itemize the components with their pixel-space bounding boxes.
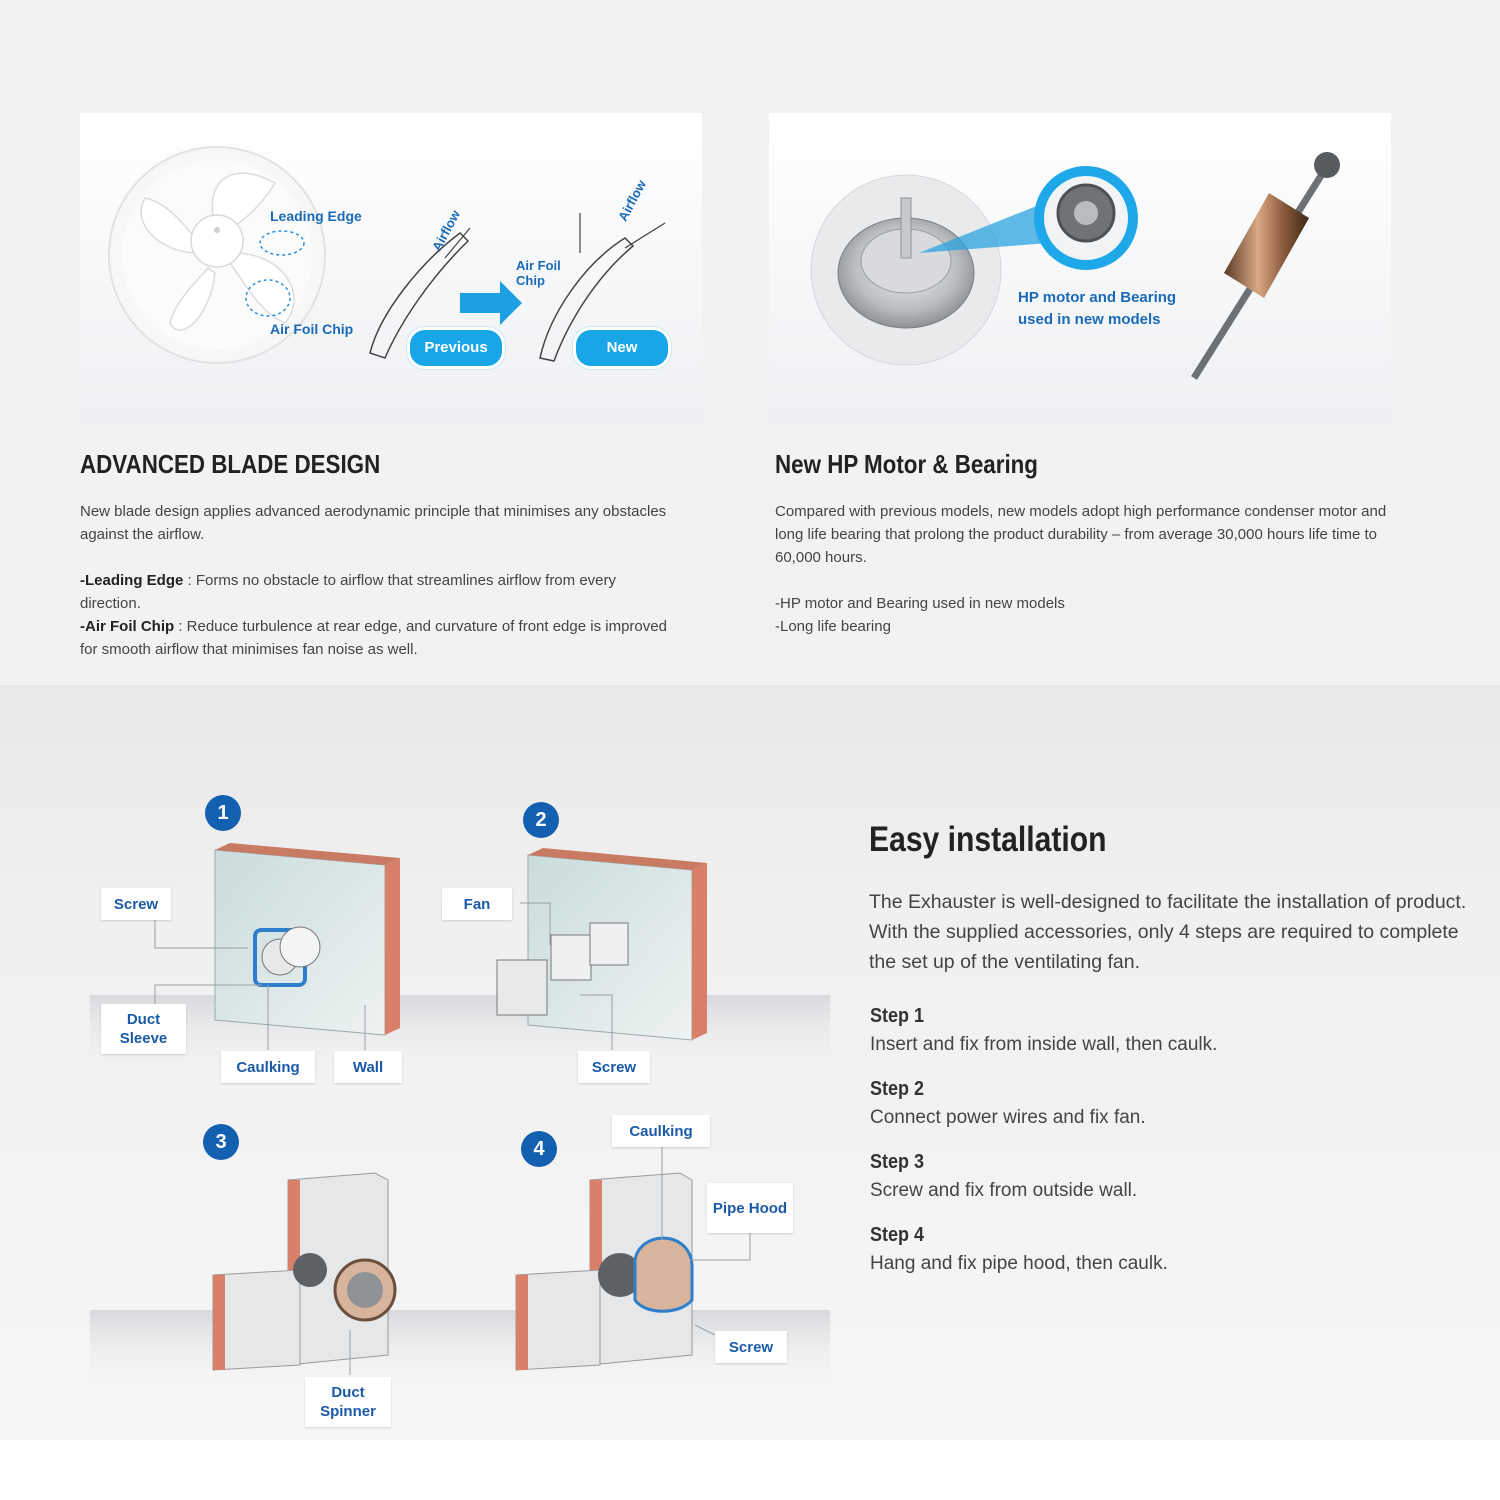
label-screw-2: Screw: [578, 1051, 650, 1083]
motor-heading: New HP Motor & Bearing: [775, 449, 1038, 479]
air-foil-chip-label: Air Foil Chip: [270, 321, 354, 337]
step-1-description: Insert and fix from inside wall, then caulk.: [870, 1034, 1218, 1055]
motor-bullet-1: -HP motor and Bearing used in new models: [775, 595, 1065, 612]
label-wall: Wall: [334, 1051, 402, 1083]
install-intro: The Exhauster is well-designed to facilitate the installation of product. With the supplied accessories, only 4 steps are required to complete the set up of the ventilating fan.: [869, 891, 1467, 973]
step-number-2: 2: [523, 802, 559, 838]
label-caulking: Caulking: [221, 1051, 315, 1083]
comparison-arrow: [460, 281, 522, 325]
leading-edge-term: -Leading Edge: [80, 572, 184, 589]
step-2-description: Connect power wires and fix fan.: [870, 1107, 1146, 1128]
air-foil-chip-term: -Air Foil Chip: [80, 618, 175, 635]
step-4-description: Hang and fix pipe hood, then caulk.: [870, 1253, 1168, 1274]
motor-diagram-panel: [769, 113, 1391, 425]
step-number-1: 1: [205, 795, 241, 831]
blade-diagram-panel: [80, 113, 702, 425]
blade-description: [80, 500, 680, 661]
airflow-label-new: Airflow: [615, 177, 649, 224]
air-foil-chip-description: [80, 615, 680, 661]
step-2-title: Step 2: [870, 1078, 925, 1100]
blade-diagram: [80, 113, 702, 425]
step-1: [870, 1005, 1470, 1056]
step-2: [870, 1078, 1470, 1129]
installation-diagram: [0, 685, 840, 1440]
label-screw-3: Screw: [715, 1331, 787, 1363]
label-duct-sleeve: Duct Sleeve: [101, 1004, 186, 1054]
label-pipe-hood: Pipe Hood: [707, 1183, 793, 1233]
blade-heading: ADVANCED BLADE DESIGN: [80, 449, 381, 479]
previous-badge: Previous: [407, 327, 505, 369]
features-section: [0, 0, 1500, 685]
blade-intro: New blade design applies advanced aerodynamic principle that minimises any obstacles against the airflow.: [80, 503, 667, 543]
step-1-title: Step 1: [870, 1005, 925, 1027]
step-3: [870, 1151, 1470, 1202]
label-screw: Screw: [101, 888, 171, 920]
step-3-title: Step 3: [870, 1151, 925, 1173]
label-caulking-2: Caulking: [612, 1115, 710, 1147]
air-foil-chip-text: : Reduce turbulence at rear edge, and curvature of front edge is improved for smooth airflow that minimises fan noise as well.: [80, 618, 667, 658]
step-number-4: 4: [521, 1131, 557, 1167]
airflow-label-previous: Airflow: [429, 207, 463, 254]
step-3-description: Screw and fix from outside wall.: [870, 1180, 1138, 1201]
step-number-3: 3: [203, 1124, 239, 1160]
motor-diagram: [769, 113, 1391, 425]
label-duct-spinner: Duct Spinner: [305, 1377, 391, 1427]
motor-intro: Compared with previous models, new models adopt high performance condenser motor and long life bearing that prolong the product durability – from average 30,000 hours life time to 60,000 hours.: [775, 503, 1387, 566]
motor-description: [775, 500, 1395, 638]
motor-callout: HP motor and Bearing used in new models: [1018, 289, 1177, 328]
new-badge: New: [573, 327, 671, 369]
leading-edge-description: [80, 569, 680, 615]
motor-bullet-2: -Long life bearing: [775, 618, 891, 635]
leading-edge-label: Leading Edge: [270, 208, 362, 224]
install-heading: Easy installation: [869, 820, 1107, 859]
step-4-title: Step 4: [870, 1224, 925, 1246]
step-4: [870, 1224, 1470, 1275]
label-fan: Fan: [442, 888, 512, 920]
install-steps: [870, 1005, 1470, 1297]
leading-edge-text: : Forms no obstacle to airflow that streamlines airflow from every direction.: [80, 572, 616, 612]
air-foil-chip-label-new: Air Foil Chip: [516, 258, 561, 288]
